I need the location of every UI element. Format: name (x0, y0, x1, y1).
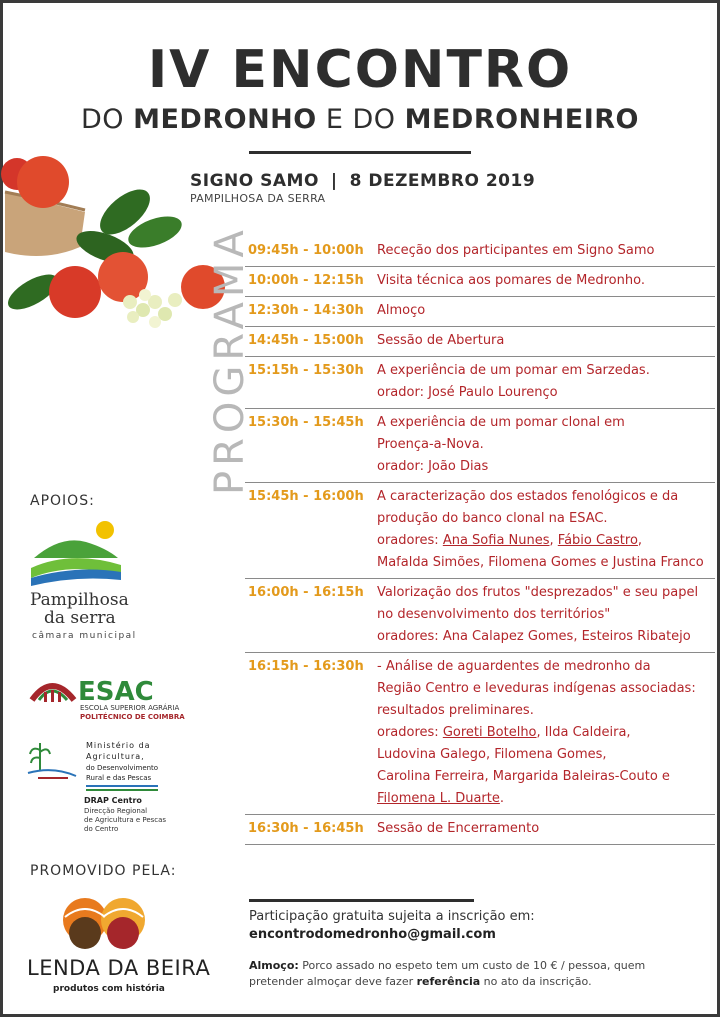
schedule-description (377, 300, 715, 322)
schedule-description (377, 330, 715, 352)
schedule-row (245, 815, 715, 845)
schedule-time: 16:30h - 16:45h (248, 821, 364, 836)
page-title: IV ENCONTRO (147, 40, 573, 100)
schedule-line: A caracterização dos estados fenológicos e da (377, 489, 679, 504)
lunch-note: Almoço: Porco assado no espeto tem um custo de 10 € / pessoa, quem pretender almoçar deve fazer referência no ato da inscrição. (249, 959, 646, 988)
programa-side-label: PROGRAMA (207, 225, 253, 495)
svg-text:câmara municipal: câmara municipal (32, 631, 137, 641)
arbutus-fruit-illustration (5, 152, 230, 337)
schedule-line: no desenvolvimento dos territórios" (377, 607, 611, 622)
pampilhosa-da-serra-logo (26, 520, 166, 645)
schedule-time: 15:30h - 15:45h (248, 415, 364, 430)
svg-text:produtos com história: produtos com história (53, 984, 165, 994)
schedule-time: 14:45h - 15:00h (248, 333, 364, 348)
schedule-line: oradores: Goreti Botelho, Ilda Caldeira, (377, 725, 631, 740)
svg-text:do Centro: do Centro (84, 825, 119, 833)
schedule-line: oradores: Ana Sofia Nunes, Fábio Castro, (377, 533, 643, 548)
svg-text:ESAC: ESAC (78, 677, 154, 707)
title-divider (249, 151, 471, 154)
schedule-line: A experiência de um pomar em Sarzedas. (377, 363, 650, 378)
schedule-line: Região Centro e leveduras indígenas associadas: (377, 681, 696, 696)
esac-logo (30, 670, 190, 725)
svg-text:ESCOLA SUPERIOR AGRÁRIA: ESCOLA SUPERIOR AGRÁRIA (80, 704, 180, 712)
schedule-description (377, 270, 715, 292)
schedule-description (377, 582, 715, 648)
registration-email[interactable]: encontrodomedronho@gmail.com (249, 927, 496, 942)
schedule-line: Valorização dos frutos "desprezados" e seu papel (377, 585, 699, 600)
svg-text:Ministério da: Ministério da (86, 741, 151, 750)
page-subtitle: DO MEDRONHO E DO MEDRONHEIRO (80, 104, 639, 135)
schedule-line: Ludovina Galego, Filomena Gomes, (377, 747, 607, 762)
schedule-row (245, 653, 715, 815)
schedule-time: 15:45h - 16:00h (248, 489, 364, 504)
schedule-line: Carolina Ferreira, Margarida Baleiras-Couto e (377, 769, 670, 784)
schedule-line: oradores: Ana Calapez Gomes, Esteiros Ribatejo (377, 629, 691, 644)
event-venue-date: SIGNO SAMO | 8 DEZEMBRO 2019 (190, 171, 536, 191)
schedule-row (245, 267, 715, 297)
schedule-line: A experiência de um pomar clonal em (377, 415, 625, 430)
schedule-line: resultados preliminares. (377, 703, 534, 718)
schedule-row (245, 297, 715, 327)
svg-text:Agricultura,: Agricultura, (86, 752, 145, 761)
lenda-da-beira-logo (25, 895, 211, 995)
svg-text:DRAP Centro: DRAP Centro (84, 796, 142, 805)
schedule-time: 15:15h - 15:30h (248, 363, 364, 378)
schedule-line: orador: José Paulo Lourenço (377, 385, 558, 400)
event-location: PAMPILHOSA DA SERRA (190, 192, 326, 205)
schedule-row (245, 237, 715, 267)
schedule-description (377, 412, 715, 478)
schedule-time: 16:00h - 16:15h (248, 585, 364, 600)
schedule-line: Almoço (377, 303, 426, 318)
schedule-time: 16:15h - 16:30h (248, 659, 364, 674)
svg-text:de Agricultura e Pescas: de Agricultura e Pescas (84, 816, 167, 824)
schedule-line: Receção dos participantes em Signo Samo (377, 243, 655, 258)
schedule-description (377, 818, 715, 840)
schedule-line: Filomena L. Duarte. (377, 791, 505, 806)
schedule-line: Mafalda Simões, Filomena Gomes e Justina Franco (377, 555, 704, 570)
apoios-label: APOIOS: (30, 493, 95, 509)
svg-text:do Desenvolvimento: do Desenvolvimento (86, 764, 159, 772)
schedule-line: Visita técnica aos pomares de Medronho. (377, 273, 645, 288)
schedule-row (245, 327, 715, 357)
schedule-description (377, 486, 715, 574)
svg-text:Direcção Regional: Direcção Regional (84, 807, 148, 815)
schedule-time: 12:30h - 14:30h (248, 303, 364, 318)
schedule-line: - Análise de aguardentes de medronho da (377, 659, 651, 674)
svg-text:POLITÉCNICO DE COIMBRA: POLITÉCNICO DE COIMBRA (80, 713, 185, 721)
schedule-time: 10:00h - 12:15h (248, 273, 364, 288)
schedule-description (377, 656, 715, 810)
schedule-line: Sessão de Encerramento (377, 821, 540, 836)
svg-text:LENDA DA BEIRA: LENDA DA BEIRA (27, 956, 211, 980)
svg-text:Pampilhosa: Pampilhosa (30, 590, 129, 610)
drap-centro-logo (28, 738, 178, 838)
schedule-table (245, 237, 715, 845)
schedule-line: orador: João Dias (377, 459, 489, 474)
schedule-row (245, 483, 715, 579)
schedule-row (245, 579, 715, 653)
schedule-time: 09:45h - 10:00h (248, 243, 364, 258)
schedule-line: produção do banco clonal na ESAC. (377, 511, 608, 526)
schedule-line: Sessão de Abertura (377, 333, 505, 348)
schedule-description (377, 360, 715, 404)
participation-text: Participação gratuita sujeita a inscrição em: (249, 909, 535, 924)
promovido-label: PROMOVIDO PELA: (30, 863, 177, 879)
schedule-row (245, 409, 715, 483)
schedule-line: Proença-a-Nova. (377, 437, 484, 452)
svg-text:da serra: da serra (44, 608, 116, 628)
schedule-row (245, 357, 715, 409)
footer-divider (249, 899, 474, 902)
svg-text:Rural e das Pescas: Rural e das Pescas (86, 774, 152, 782)
schedule-description (377, 240, 715, 262)
